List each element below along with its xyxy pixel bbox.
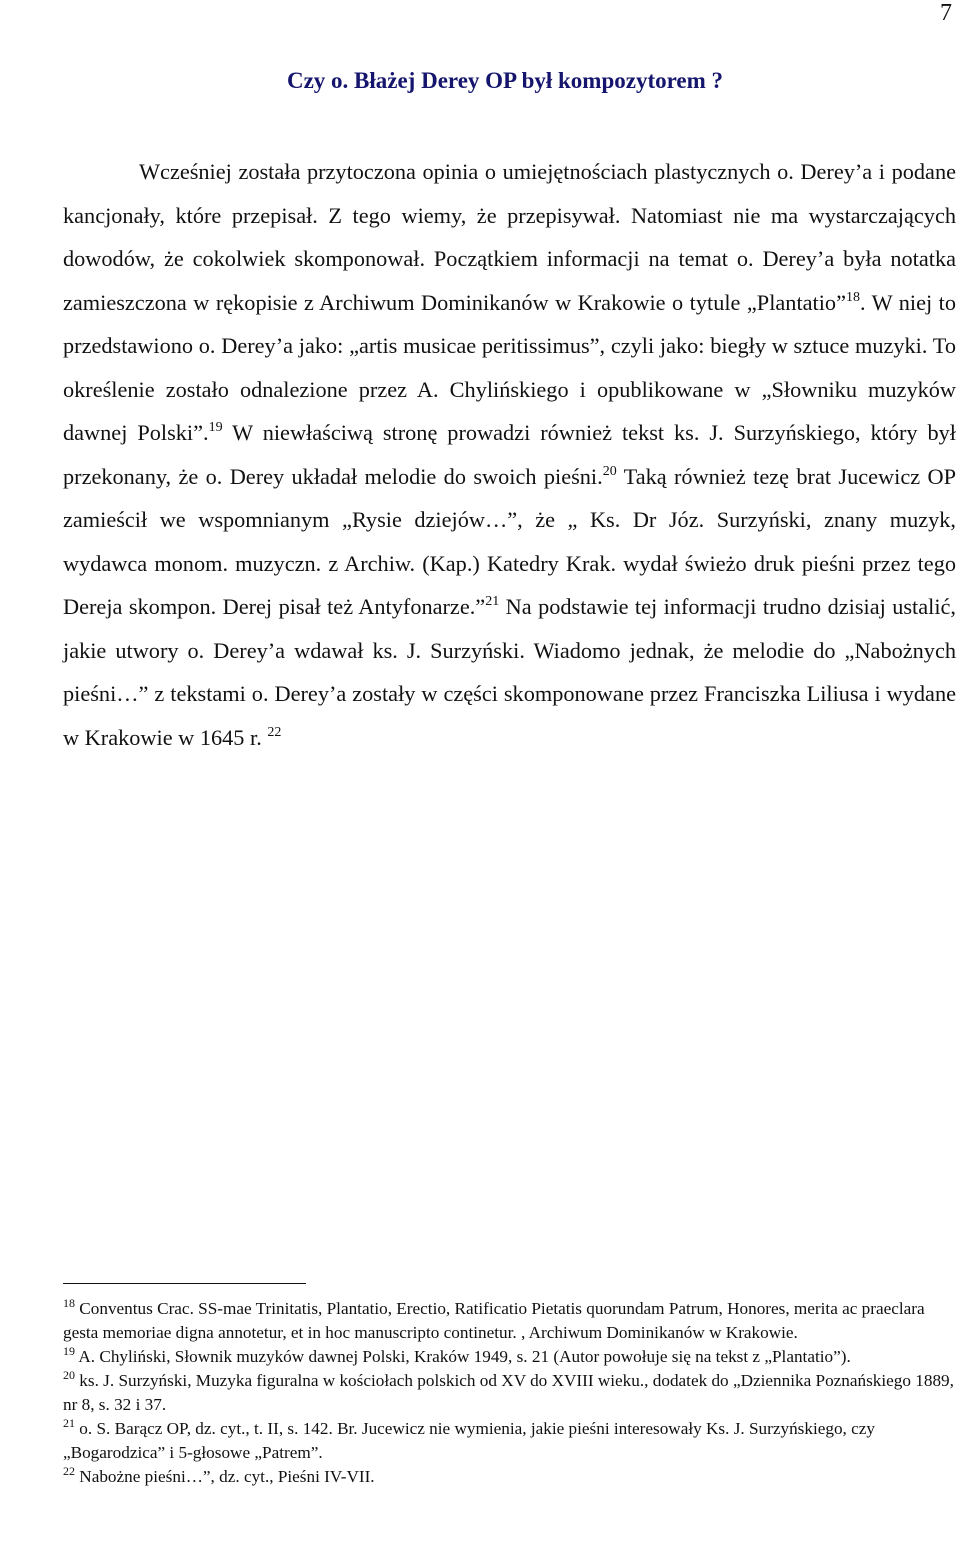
footnote-text: A. Chyliński, Słownik muzyków dawnej Polski, Kraków 1949, s. 21 (Autor powołuje się na tekst z „Plantatio”). bbox=[75, 1347, 851, 1366]
footnote-18 bbox=[63, 1297, 956, 1345]
body-text-segment: . W niej to przedstawiono o. Derey’a jako: „artis musicae peritissimus”, czyli jako: biegły w sztuce muzyki. To określenie zostało odnalezione przez A. Chylińskiego i opublikowane w „Słowniku muzyków dawnej Polski”. bbox=[63, 289, 956, 445]
footnote-ref-22: 22 bbox=[267, 724, 282, 740]
footnote-20 bbox=[63, 1369, 956, 1417]
footnote-22 bbox=[63, 1465, 956, 1489]
footnote-number: 22 bbox=[63, 1464, 75, 1478]
footnote-text: Conventus Crac. SS-mae Trinitatis, Plantatio, Erectio, Ratificatio Pietatis quorundam Patrum, Honores, merita ac praeclara gesta memoriae digna annotetur, et in hoc manuscripto continetur. , Archiwum Dominikanów w Krakowie. bbox=[63, 1299, 925, 1342]
footnote-number: 20 bbox=[63, 1368, 75, 1382]
footnote-number: 19 bbox=[63, 1344, 75, 1358]
footnote-19 bbox=[63, 1345, 956, 1369]
footnote-ref-18: 18 bbox=[845, 289, 860, 305]
footnote-ref-21: 21 bbox=[485, 594, 500, 609]
body-text-segment: Wcześniej została przytoczona opinia o umiejętnościach plastycznych o. Derey’a i podane kancjonały, które przepisał. Z tego wiemy, że przepisywał. Natomiast nie ma wystarczających dowodów, że cokolwiek skomponował. Początkiem informacji na temat o. Derey’a była notatka zamieszczona w rękopisie z Archiwum Dominikanów w Krakowie o tytule „Plantatio” bbox=[63, 159, 956, 315]
body-text-segment: Na podstawie tej informacji trudno dzisiaj ustalić, jakie utwory o. Derey’a wdawał ks. J. Surzyński. Wiadomo jednak, że melodie do „Nabożnych pieśni…” z tekstami o. Derey’a zostały w części skomponowane przez Franciszka Liliusa i wydane w Krakowie w 1645 r. bbox=[63, 594, 956, 750]
footnote-text: ks. J. Surzyński, Muzyka figuralna w kościołach polskich od XV do XVIII wieku., dodatek do „Dziennika Poznańskiego 1889, nr 8, s. 32 i 37. bbox=[63, 1371, 954, 1414]
footnote-separator bbox=[63, 1283, 306, 1284]
footnote-number: 18 bbox=[63, 1296, 75, 1310]
footnote-text: o. S. Barącz OP, dz. cyt., t. II, s. 142. Br. Jucewicz nie wymienia, jakie pieśni interesowały Ks. J. Surzyńskiego, czy „Bogarodzica” i 5-głosowe „Patrem”. bbox=[63, 1419, 875, 1462]
footnote-ref-20: 20 bbox=[602, 463, 617, 479]
footnote-ref-19: 19 bbox=[208, 420, 223, 435]
body-paragraph bbox=[63, 150, 956, 759]
footnote-text: Nabożne pieśni…”, dz. cyt., Pieśni IV-VII. bbox=[75, 1467, 375, 1486]
footnote-21 bbox=[63, 1417, 956, 1465]
body-text-segment: Taką również tezę brat Jucewicz OP zamieścił we wspomnianym „Rysie dziejów…”, że „ Ks. Dr Józ. Surzyński, znany muzyk, wydawca monom. muzyczn. z Archiw. (Kap.) Katedry Krak. wydał świeżo druk pieśni przez tego Dereja skompon. Derej pisał też Antyfonarze.” bbox=[63, 463, 956, 619]
footnote-number: 21 bbox=[63, 1416, 75, 1430]
page-number: 7 bbox=[940, 0, 952, 26]
page-title: Czy o. Błażej Derey OP był kompozytorem ? bbox=[286, 68, 724, 93]
footnotes bbox=[63, 1297, 956, 1489]
body-text-segment: W niewłaściwą stronę prowadzi również tekst ks. J. Surzyńskiego, który był przekonany, że o. Derey układał melodie do swoich pieśni. bbox=[63, 420, 956, 489]
